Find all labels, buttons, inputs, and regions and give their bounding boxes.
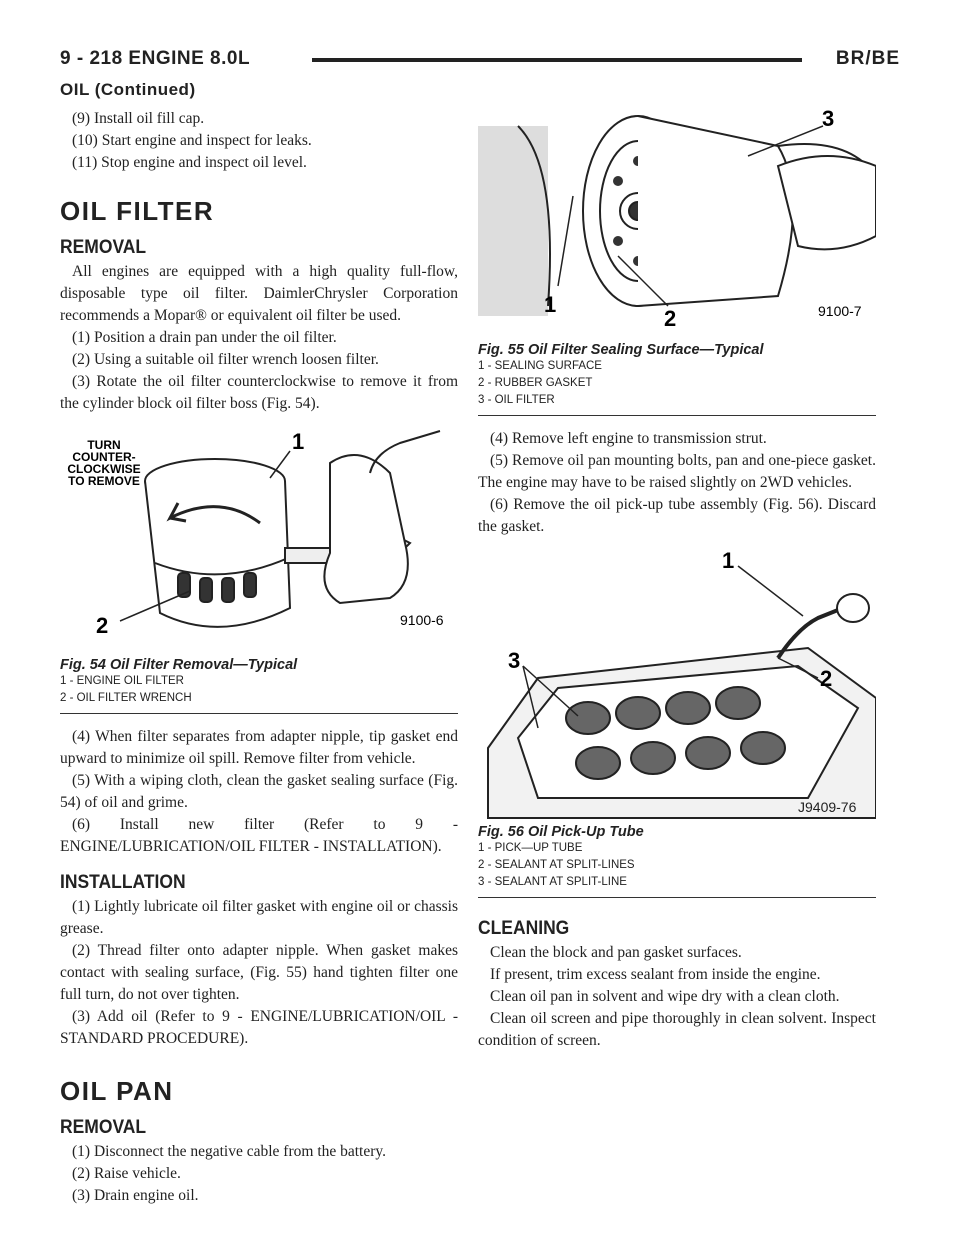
step-text: (5) Remove oil pan mounting bolts, pan and one-piece gasket. The engine may have to be raised slightly on 2WD vehicles. (478, 452, 876, 491)
figure-divider (478, 415, 876, 416)
section-title-oil-filter: OIL FILTER (60, 196, 215, 226)
step-text: (1) Disconnect the negative cable from the battery. (72, 1143, 387, 1160)
fig55-legend-item: 2 - RUBBER GASKET (478, 377, 593, 389)
fig56-code: J9409-76 (798, 799, 857, 815)
paragraph: Clean the block and pan gasket surfaces. (490, 944, 742, 961)
fig54-annotation-line: COUNTER- (72, 450, 136, 464)
step-text: (2) Raise vehicle. (72, 1165, 181, 1182)
step-text: (2) Thread filter onto adapter nipple. When gasket makes contact with sealing surface, (Fig. 55) hand tighten filter one full turn, do not over tighten. (60, 942, 458, 1003)
fig54-legend-item: 2 - OIL FILTER WRENCH (60, 692, 192, 704)
step-text: (1) Lightly lubricate oil filter gasket with engine oil or chassis grease. (60, 898, 458, 937)
fig56-callout: 3 (508, 648, 521, 673)
paragraph: All engines are equipped with a high quality full-flow, disposable type oil filter. DaimlerChrysler Corporation recommends a Mopar® or equivalent oil filter be used. (60, 263, 458, 324)
paragraph: Clean oil pan in solvent and wipe dry with a clean cloth. (490, 988, 840, 1005)
figure-55 (478, 106, 876, 338)
oil-pickup-tube-illustration (478, 548, 876, 820)
step-text: (4) When filter separates from adapter nipple, tip gasket end upward to minimize oil spill. Remove filter from vehicle. (60, 728, 458, 767)
fig56-callout: 1 (722, 548, 735, 573)
oil-filter-removal-illustration (60, 423, 458, 653)
step-text: (3) Rotate the oil filter counterclockwise to remove it from the cylinder block oil filter boss (Fig. 54). (60, 373, 458, 412)
subsection-title-removal: REMOVAL (60, 237, 147, 258)
subsection-title-cleaning: CLEANING (478, 918, 570, 939)
step-text: (3) Drain engine oil. (72, 1187, 199, 1204)
step-text: (1) Position a drain pan under the oil filter. (72, 329, 337, 346)
fig56-legend-item: 1 - PICK—UP TUBE (478, 842, 583, 854)
step-text: (5) With a wiping cloth, clean the gasket sealing surface (Fig. 54) of oil and grime. (60, 772, 458, 811)
step-text: (6) Remove the oil pick-up tube assembly (Fig. 56). Discard the gasket. (478, 496, 876, 535)
step-text: (11) Stop engine and inspect oil level. (72, 154, 307, 171)
figure-divider (478, 897, 876, 898)
figure-56 (478, 548, 876, 820)
fig55-callout: 1 (544, 292, 557, 317)
figure-54 (60, 423, 458, 653)
step-text: (10) Start engine and inspect for leaks. (72, 132, 312, 149)
section-title-oil-pan: OIL PAN (60, 1076, 174, 1106)
page-number-section: 9 - 218 ENGINE 8.0L (60, 48, 251, 69)
oil-filter-sealing-illustration (478, 106, 876, 338)
paragraph: Clean oil screen and pipe thoroughly in clean solvent. Inspect condition of screen. (478, 1010, 876, 1049)
fig56-legend-item: 2 - SEALANT AT SPLIT-LINES (478, 859, 635, 871)
fig55-title: Fig. 55 Oil Filter Sealing Surface—Typical (478, 342, 764, 358)
fig56-title: Fig. 56 Oil Pick-Up Tube (478, 824, 644, 840)
continued-heading: OIL (Continued) (60, 80, 196, 99)
model-code: BR/BE (835, 48, 900, 69)
fig54-callout: 2 (96, 613, 109, 638)
right-column (478, 106, 876, 1052)
step-text: (9) Install oil fill cap. (72, 110, 205, 127)
fig55-code: 9100-7 (818, 303, 862, 319)
figure-divider (60, 713, 458, 714)
fig56-callout: 2 (820, 666, 833, 691)
fig54-code: 9100-6 (400, 612, 444, 628)
fig54-annotation-line: TO REMOVE (68, 474, 140, 488)
fig54-title: Fig. 54 Oil Filter Removal—Typical (60, 657, 298, 673)
fig54-annotation-line: TURN (87, 438, 121, 452)
step-text: (2) Using a suitable oil filter wrench loosen filter. (72, 351, 379, 368)
fig54-legend-item: 1 - ENGINE OIL FILTER (60, 675, 184, 687)
fig56-legend-item: 3 - SEALANT AT SPLIT-LINE (478, 876, 627, 888)
paragraph: If present, trim excess sealant from inside the engine. (490, 966, 821, 983)
left-column (60, 108, 458, 1207)
header-rule (312, 58, 802, 62)
page-header (60, 44, 900, 74)
subsection-title-pan-removal: REMOVAL (60, 1117, 147, 1138)
fig55-legend-item: 1 - SEALING SURFACE (478, 360, 602, 372)
fig54-callout: 1 (292, 429, 305, 454)
fig55-callout: 3 (822, 106, 835, 131)
subsection-title-installation: INSTALLATION (60, 872, 186, 893)
fig54-annotation-line: CLOCKWISE (67, 462, 141, 476)
fig55-callout: 2 (664, 306, 677, 331)
step-text: (3) Add oil (Refer to 9 - ENGINE/LUBRICATION/OIL - STANDARD PROCEDURE). (60, 1008, 458, 1047)
step-text: (6) Install new filter (Refer to 9 - ENGINE/LUBRICATION/OIL FILTER - INSTALLATION). (60, 816, 458, 855)
step-text: (4) Remove left engine to transmission strut. (490, 430, 767, 447)
fig55-legend-item: 3 - OIL FILTER (478, 394, 555, 406)
